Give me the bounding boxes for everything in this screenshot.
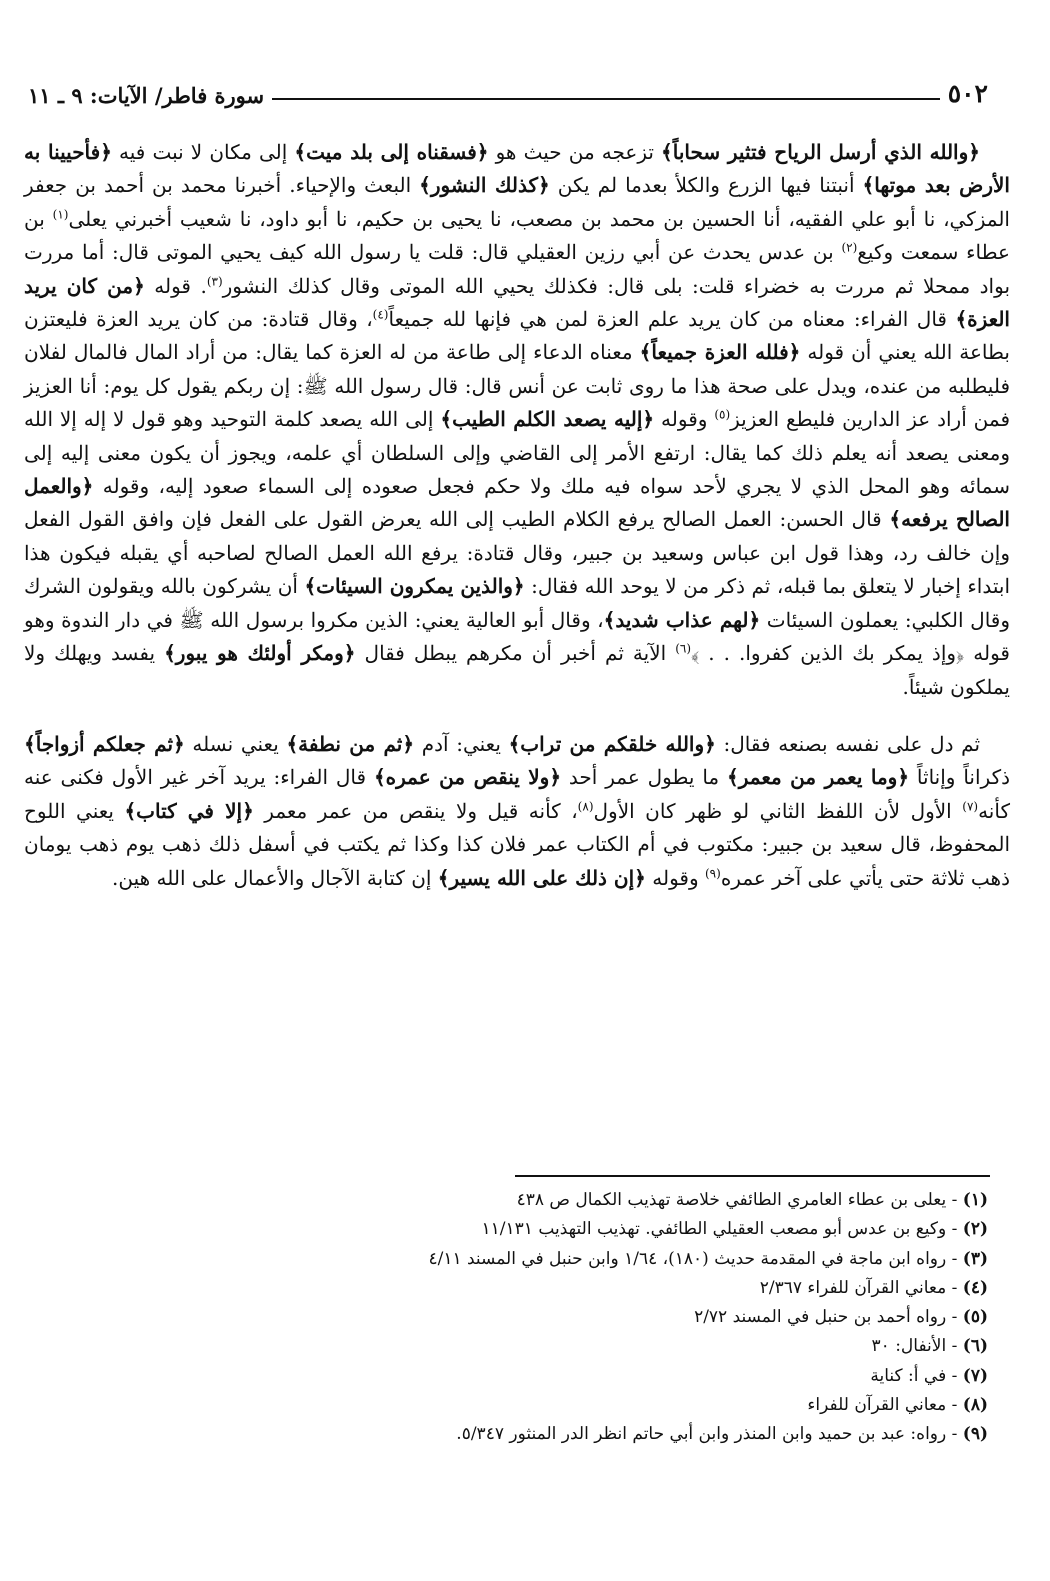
commentary-text: يفسد ويهلك ولا يملكون شيئاً.: [24, 641, 1010, 699]
commentary-text: ثم دل على نفسه بصنعه فقال:: [715, 731, 981, 756]
commentary-text: . قوله: [144, 273, 207, 298]
commentary-text: قال الفراء: يريد آخر غير الأول فكنى عنه كأنه: [24, 765, 1010, 823]
commentary-text: إلى الله يصعد كلمة التوحيد وهو قول لا إله إلا الله ومعنى يصعد أنه يعلم ذلك كما يقال: ارتفع الأمر إلى القاضي وإلى السلطان أي علمه، ويجوز أن يكون معنى إليه إلى سمائه وهو المحل الذي لا يجري لأحد سواه فيه ملك ولا حكم فجعل صعوده إلى السماء صعود إليه، وقوله: [24, 407, 1010, 499]
commentary-text: بن عدس يحدث عن أبي رزين العقيلي قال: قلت يا رسول الله كيف يحيي الموتى قال: أما مررت بواد ممحلا ثم مررت به خضراء قلت: بلى قال: فكذلك يحيي الله الموتى وقال كذلك النشور: [24, 240, 1011, 298]
footnote-ref: (٨): [577, 799, 594, 814]
footnote-number: (٣): [962, 1248, 988, 1269]
footnote-item: [268, 1274, 988, 1303]
verse-quote: ﴿كذلك النشور﴾: [419, 173, 550, 198]
verse-quote: ﴿ثم جعلكم أزواجاً﴾: [24, 731, 185, 756]
surah-info: سورة فاطر/ الآيات: ٩ ـ ١١: [28, 83, 265, 108]
page-number: ٥٠٢: [947, 79, 988, 108]
footnote-number: (١): [962, 1190, 988, 1210]
commentary-text: يعني اللوح المحفوظ، قال سعيد بن جبير: مكتوب في أم الكتاب عمر فلان كذا وكذا ثم يكتب في أسفل ذلك ذهب يوم ذهب يومان ذهب ثلاثة حتى يأتي على آخر عمره: [24, 798, 1010, 890]
commentary-text: بن عطاء سمعت وكيع: [24, 206, 1010, 265]
commentary-text: وقوله: [654, 407, 715, 432]
footnote-text: - رواه: عبد بن حميد وابن المنذر وابن أبي حاتم انظر الدر المنثور ٥/٣٤٧.: [456, 1424, 963, 1445]
commentary-text: يعني نسله: [184, 731, 287, 756]
commentary-text: أنبتنا فيها الزرع والكلأ بعدما لم يكن: [549, 173, 863, 198]
verse-quote: ﴿والله الذي أرسل الرياح فتثير سحاباً﴾: [661, 140, 980, 164]
footnote-item: [268, 1245, 988, 1274]
verse-quote: ﴿والعمل الصالح يرفعه﴾: [24, 474, 1010, 532]
verse-quote: ﴿وما يعمر من معمر﴾: [727, 765, 910, 790]
commentary-text: الآية ثم أخبر أن مكرهم يبطل فقال: [355, 641, 676, 666]
footnote-text: - وكيع بن عدس أبو مصعب العقيلي الطائفي. تهذيب التهذيب ١١/١٣١: [481, 1219, 963, 1240]
verse-quote: ﴿فأحيينا به الأرض بعد موتها﴾: [24, 140, 1010, 198]
footnote-item: [268, 1215, 988, 1244]
footnote-number: (٨): [962, 1395, 988, 1416]
commentary-text: ، كأنه قيل ولا ينقص من عمر معمر: [253, 798, 578, 823]
commentary-text: يعني: آدم: [414, 731, 509, 756]
footnote-item: [268, 1391, 988, 1420]
footnote-text: - رواه أحمد بن حنبل في المسند ٢/٧٢: [694, 1307, 963, 1328]
commentary-text: ذكراناً وإناثاً: [909, 765, 1011, 790]
footnote-number: (٩): [962, 1424, 988, 1445]
footnote-ref: (٩): [704, 865, 721, 880]
footnote-number: (٧): [962, 1365, 988, 1386]
commentary-text: إلى مكان لا نبت فيه: [111, 140, 295, 164]
footnote-item: [268, 1303, 988, 1332]
commentary-text: أن يشركون بالله ويقولون الشرك وقال الكلبي: يعملون السيئات: [24, 574, 1011, 632]
verse-quote: ﴿فلله العزة جميعاً﴾: [639, 340, 801, 365]
verse-quote: ﴿لهم عذاب شديد﴾: [603, 607, 761, 632]
verse-quote: ﴿إلا في كتاب﴾: [124, 798, 254, 823]
footnote-text: - الأنفال: ٣٠: [871, 1336, 963, 1357]
footnote-ref: (٣): [206, 273, 223, 288]
commentary-text: ، وقال أبو العالية يعني: الذين مكروا برسول الله ﷺ في دار الندوة وهو قوله ﴿وإذ يمكر بك الذين كفروا. . . ﴾: [24, 607, 1010, 666]
footnote-text: - يعلى بن عطاء العامري الطائفي خلاصة تهذيب الكمال ص ٤٣٨: [516, 1190, 963, 1210]
footnote-item: [268, 1186, 988, 1215]
commentary-text: وقوله: [645, 865, 705, 890]
main-text: [24, 136, 1010, 895]
footnote-number: (٢): [962, 1219, 988, 1240]
header-rule: [272, 98, 940, 100]
footnote-item: [268, 1420, 988, 1449]
verse-quote: ﴿والله خلقكم من تراب﴾: [508, 731, 716, 756]
verse-quote: ﴿ولا ينقص من عمره﴾: [373, 765, 562, 790]
verse-quote: ﴿من كان يريد العزة﴾: [24, 273, 1010, 332]
footnote-ref: (٦): [675, 641, 692, 656]
verse-quote: ﴿والذين يمكرون السيئات﴾: [304, 574, 525, 599]
commentary-text: قال الفراء: معناه من كان يريد علم العزة لمن هي فإنها لله جميعاً: [388, 307, 956, 332]
footnote-ref: (٧): [962, 799, 979, 814]
footnote-item: [268, 1362, 988, 1391]
commentary-text: ، وقال قتادة: من كان يريد العزة فليعتزن بطاعة الله يعني أن قوله: [24, 307, 1010, 365]
page-header: [28, 72, 988, 108]
verse-quote: ﴿إن ذلك على الله يسير﴾: [437, 865, 646, 890]
verse-quote: ﴿ثم من نطفة﴾: [286, 731, 415, 756]
commentary-text: قال الحسن: العمل الصالح يرفع الكلام الطيب إلى الله يعرض القول على الفعل فإن وافق القول الفعل وإن خالف رد، وهذا قول ابن عباس وسعيد بن جبير، وقال قتادة: يرفع الله العمل الصالح لصاحبه أي يقبله فيكون هذا ابتداء إخبار لا يتعلق بما قبله، ثم ذكر من لا يوحد الله فقال:: [24, 507, 1011, 599]
paragraph-1: [24, 136, 1010, 704]
footnote-text: - معاني القرآن للفراء ٢/٣٦٧: [759, 1277, 963, 1298]
commentary-text: الأول لأن اللفظ الثاني لو ظهر كان الأول: [593, 798, 963, 823]
footnotes: [268, 1186, 988, 1450]
footnote-ref: (١): [52, 207, 69, 222]
footnote-item: [268, 1332, 988, 1361]
verse-quote: ﴿ومكر أولئك هو يبور﴾: [164, 641, 356, 666]
paragraph-2: [24, 728, 1010, 895]
commentary-text: ما يطول عمر أحد: [561, 765, 728, 790]
footnote-divider: [515, 1175, 990, 1177]
verse-quote: ﴿إليه يصعد الكلم الطيب﴾: [440, 407, 655, 432]
footnote-text: - رواه ابن ماجة في المقدمة حديث (١٨٠)، ١/٦٤ وابن حنبل في المسند ٤/١١: [428, 1248, 963, 1269]
footnote-number: (٦): [962, 1336, 988, 1357]
footnote-ref: (٢): [841, 240, 858, 255]
commentary-text: البعث والإحياء. أخبرنا محمد بن أحمد بن جعفر المزكي، نا أبو علي الفقيه، أنا الحسين بن محمد بن مصعب، نا يحيى بن حكيم، نا أبو داود، نا شعيب أخبرني يعلى: [24, 173, 1010, 231]
commentary-text: تزعجه من حيث هو: [488, 140, 662, 164]
footnote-number: (٥): [962, 1307, 988, 1328]
commentary-text: إن كتابة الآجال والأعمال على الله هين.: [112, 865, 438, 890]
footnote-number: (٤): [962, 1277, 988, 1298]
footnote-text: - في أ: كناية: [870, 1365, 963, 1386]
footnote-ref: (٥): [714, 407, 731, 422]
footnote-text: - معاني القرآن للفراء: [807, 1395, 963, 1416]
footnote-ref: (٤): [372, 307, 389, 322]
verse-quote: ﴿فسقناه إلى بلد ميت﴾: [294, 140, 489, 164]
commentary-text: معناه الدعاء إلى طاعة من له العزة كما يقال: من أراد المال فالمال لفلان فليطلبه من عنده، ويدل على صحة هذا ما روى ثابت عن أنس قال: قال رسول الله ﷺ: إن ربكم يقول كل يوم: أنا العزيز فمن أراد عز الدارين فليطع العزيز: [24, 340, 1011, 432]
